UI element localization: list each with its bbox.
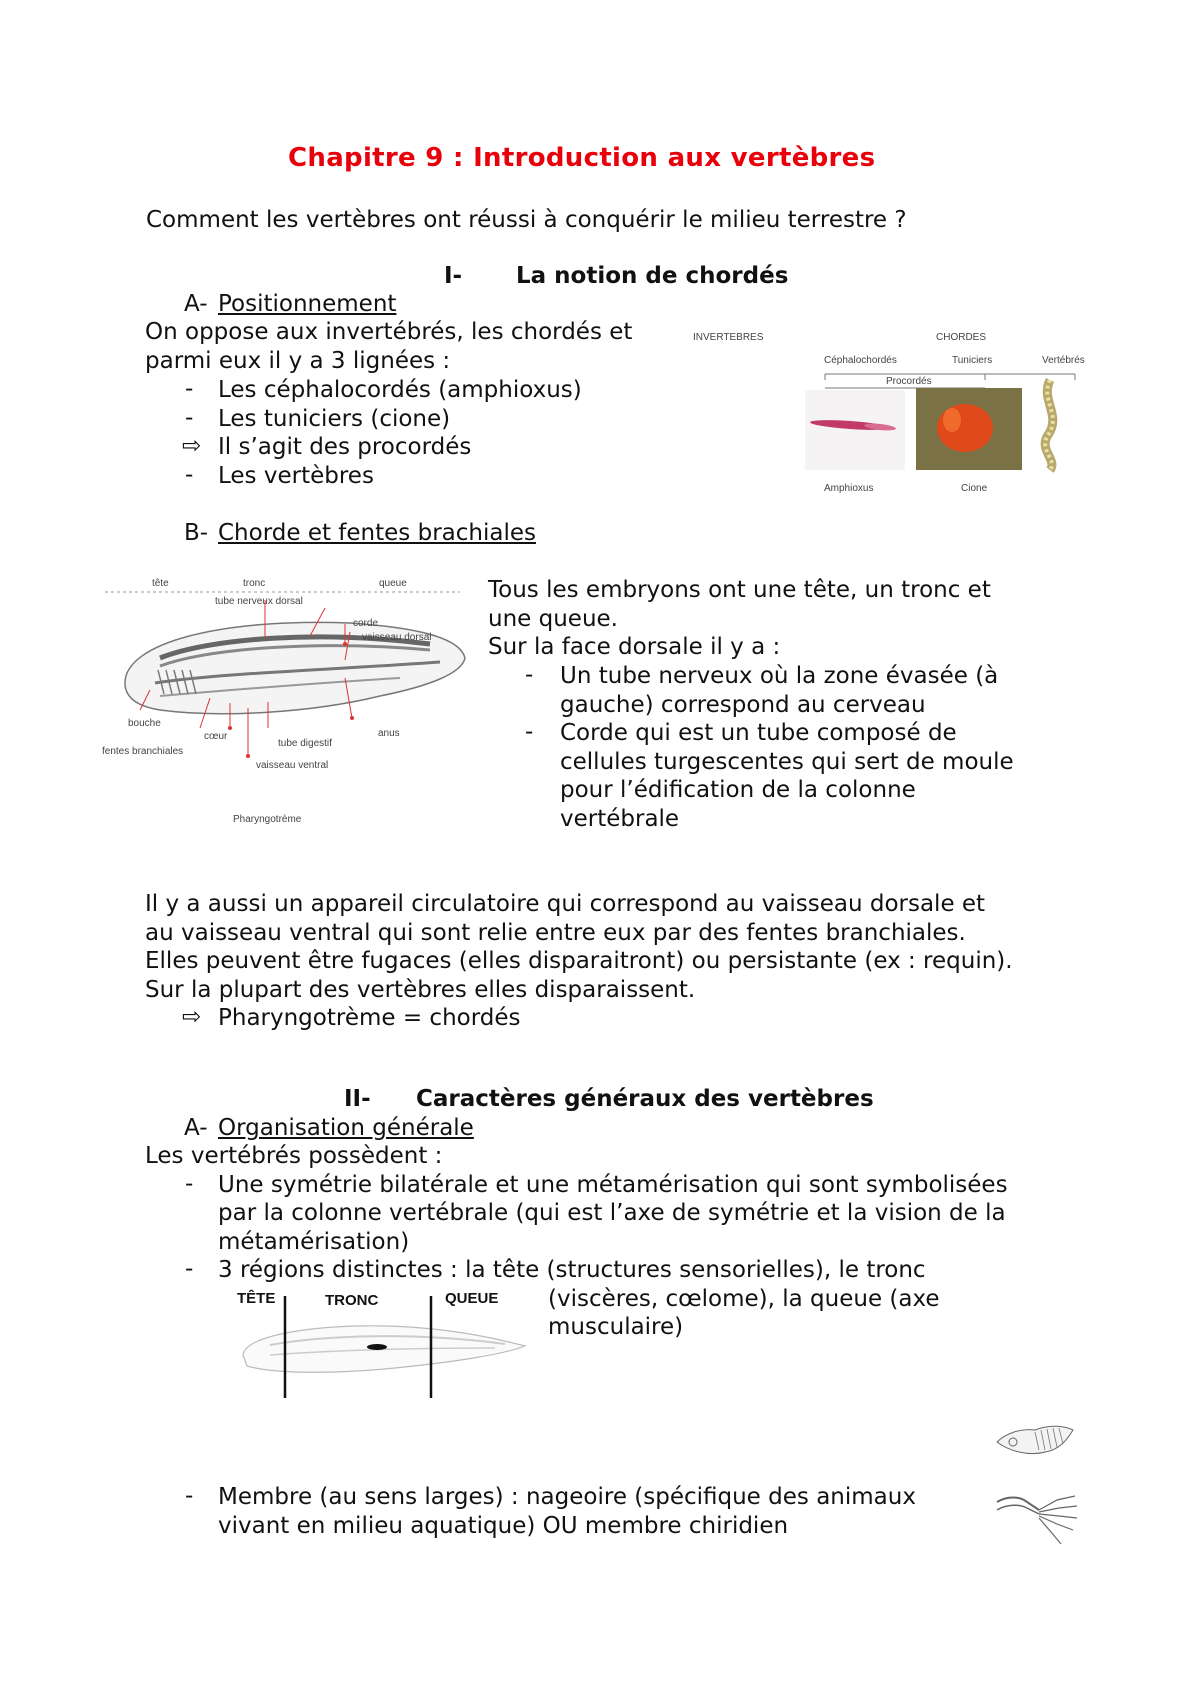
list-item: métamérisation) bbox=[218, 1229, 410, 1255]
section2-number: II- bbox=[344, 1086, 371, 1112]
chordes-figure-svg bbox=[690, 320, 1090, 500]
list-item: Une symétrie bilatérale et une métamérisation qui sont symbolisées bbox=[218, 1172, 1008, 1198]
embryo-label-queue: queue bbox=[379, 578, 407, 589]
list-bullet: ⇨ bbox=[182, 433, 202, 459]
list-item: 3 régions distinctes : la tête (structures sensorielles), le tronc bbox=[218, 1257, 926, 1283]
embryo-caption: Pharyngotrème bbox=[233, 814, 302, 825]
embryo-label-coeur: cœur bbox=[204, 731, 228, 742]
list-bullet: - bbox=[185, 1483, 194, 1509]
section1-number: I- bbox=[444, 263, 463, 289]
fin-figure bbox=[995, 1420, 1075, 1460]
list-item: musculaire) bbox=[548, 1314, 684, 1340]
partB-line: Sur la face dorsale il y a : bbox=[488, 634, 781, 660]
fin-icon bbox=[995, 1420, 1075, 1460]
fig-label-procordes: Procordés bbox=[886, 376, 932, 387]
list-bullet: - bbox=[185, 376, 194, 402]
list-bullet: - bbox=[185, 462, 194, 488]
s2-partA-letter: A- bbox=[184, 1115, 208, 1141]
list-bullet: - bbox=[185, 1256, 194, 1282]
list-item: Les céphalocordés (amphioxus) bbox=[218, 377, 582, 403]
partA-heading: Positionnement bbox=[218, 291, 397, 317]
section2-heading: Caractères généraux des vertèbres bbox=[416, 1086, 874, 1112]
list-bullet: - bbox=[525, 662, 534, 688]
page-title: Chapitre 9 : Introduction aux vertèbres bbox=[288, 143, 876, 173]
list-item: (viscères, cœlome), la queue (axe bbox=[548, 1286, 940, 1312]
regions-label-tronc: TRONC bbox=[325, 1292, 379, 1309]
partB-line: Tous les embryons ont une tête, un tronc et bbox=[488, 577, 991, 603]
s2-partA-heading: Organisation générale bbox=[218, 1115, 474, 1141]
embryo-label-corde: corde bbox=[353, 618, 379, 629]
list-bullet: - bbox=[525, 719, 534, 745]
fig-label-amphioxus: Amphioxus bbox=[824, 483, 874, 494]
embryo-label-tete: tête bbox=[152, 578, 169, 589]
fig-label-invertebres: INVERTEBRES bbox=[693, 332, 764, 343]
list-bullet: - bbox=[185, 1171, 194, 1197]
regions-figure bbox=[235, 1290, 535, 1400]
section1-heading: La notion de chordés bbox=[516, 263, 789, 289]
partB-heading: Chorde et fentes brachiales bbox=[218, 520, 536, 546]
list-item: vivant en milieu aquatique) OU membre chiridien bbox=[218, 1513, 789, 1539]
s2-partA-intro: Les vertébrés possèdent : bbox=[145, 1143, 443, 1169]
embryo-label-fentes: fentes branchiales bbox=[102, 746, 184, 757]
embryo-figure-svg bbox=[100, 578, 470, 830]
list-item: Les vertèbres bbox=[218, 463, 374, 489]
regions-label-tete: TÊTE bbox=[237, 1290, 276, 1307]
embryo-figure bbox=[100, 578, 470, 830]
paragraph-line: au vaisseau ventral qui sont relie entre eux par des fentes branchiales. bbox=[145, 920, 966, 946]
chiridian-limb-icon bbox=[995, 1490, 1080, 1550]
partA-intro1: On oppose aux invertébrés, les chordés et bbox=[145, 319, 633, 345]
chordes-figure bbox=[690, 320, 1090, 500]
embryo-label-bouche: bouche bbox=[128, 718, 161, 729]
embryo-label-tube-digestif: tube digestif bbox=[278, 738, 332, 749]
fig-label-cione: Cione bbox=[961, 483, 988, 494]
list-item: gauche) correspond au cerveau bbox=[560, 692, 926, 718]
list-item: pour l’édification de la colonne bbox=[560, 777, 916, 803]
partB-line: une queue. bbox=[488, 606, 618, 632]
list-item: Membre (au sens larges) : nageoire (spécifique des animaux bbox=[218, 1484, 916, 1510]
list-item: par la colonne vertébrale (qui est l’axe de symétrie et la vision de la bbox=[218, 1200, 1006, 1226]
embryo-label-vaisseau-ventral: vaisseau ventral bbox=[256, 760, 329, 771]
embryo-label-vaisseau-dorsal: vaisseau dorsal bbox=[362, 632, 432, 643]
list-bullet: ⇨ bbox=[182, 1004, 202, 1030]
fig-label-vertebres: Vertébrés bbox=[1042, 355, 1085, 366]
embryo-label-tronc: tronc bbox=[243, 578, 266, 589]
list-item: Les tuniciers (cione) bbox=[218, 406, 451, 432]
list-item: Il s’agit des procordés bbox=[218, 434, 472, 460]
embryo-label-anus: anus bbox=[378, 728, 400, 739]
paragraph-line: Elles peuvent être fugaces (elles disparaitront) ou persistante (ex : requin). bbox=[145, 948, 1013, 974]
fig-label-tuniciers: Tuniciers bbox=[952, 355, 993, 366]
fig-label-chordes: CHORDES bbox=[936, 332, 987, 343]
chiridian-figure bbox=[995, 1490, 1080, 1550]
question: Comment les vertèbres ont réussi à conquérir le milieu terrestre ? bbox=[146, 207, 907, 233]
partA-intro2: parmi eux il y a 3 lignées : bbox=[145, 348, 451, 374]
embryo-label-tube-nerveux: tube nerveux dorsal bbox=[215, 596, 303, 607]
conclusion: Pharyngotrème = chordés bbox=[218, 1005, 521, 1031]
list-item: cellules turgescentes qui sert de moule bbox=[560, 749, 1014, 775]
regions-label-queue: QUEUE bbox=[445, 1290, 499, 1307]
list-item: Corde qui est un tube composé de bbox=[560, 720, 957, 746]
paragraph-line: Sur la plupart des vertèbres elles disparaissent. bbox=[145, 977, 696, 1003]
list-item: Un tube nerveux où la zone évasée (à bbox=[560, 663, 999, 689]
partB-letter: B- bbox=[184, 520, 209, 546]
fig-label-cephalochordes: Céphalochordés bbox=[824, 355, 897, 366]
paragraph-line: Il y a aussi un appareil circulatoire qui correspond au vaisseau dorsale et bbox=[145, 891, 986, 917]
list-item: vertébrale bbox=[560, 806, 680, 832]
list-bullet: - bbox=[185, 405, 194, 431]
partA-letter: A- bbox=[184, 291, 208, 317]
